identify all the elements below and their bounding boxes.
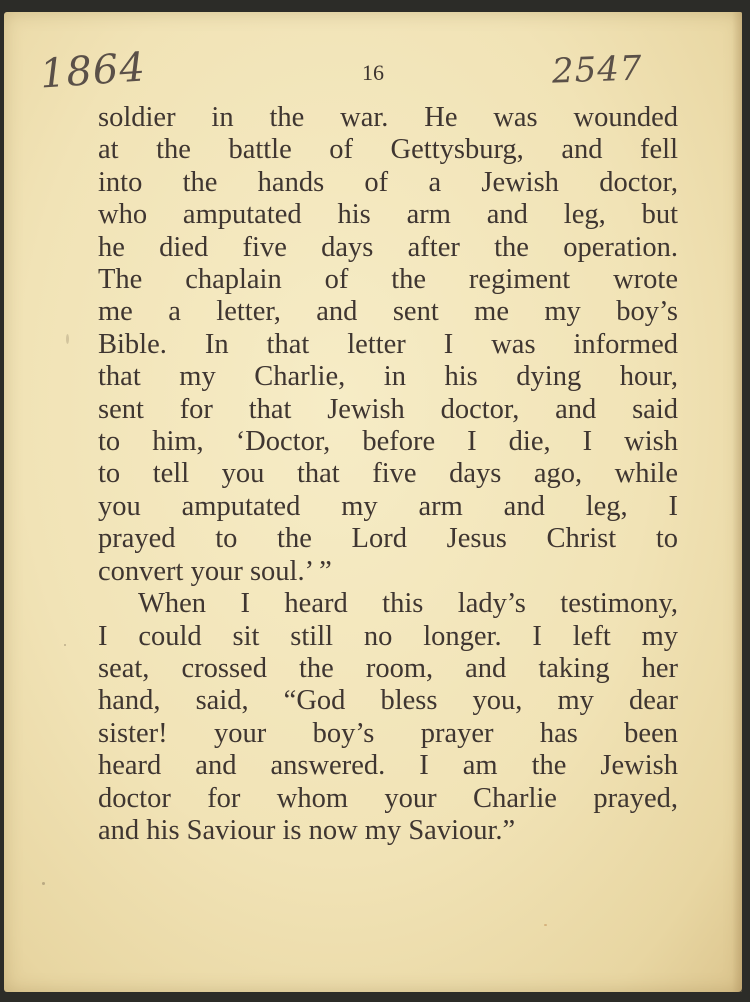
text-line: doctor for whom your Charlie prayed, <box>98 782 678 814</box>
text-line: that my Charlie, in his dying hour, <box>98 361 678 393</box>
handwritten-catalog-number: 2547 <box>551 48 644 92</box>
paper-speck <box>66 334 69 344</box>
text-line: hand, said, “God bless you, my dear <box>98 685 678 717</box>
paper-speck <box>64 644 66 646</box>
text-line: and his Saviour is now my Saviour.” <box>98 814 516 846</box>
text-line: The chaplain of the regiment wrote <box>98 264 678 296</box>
text-line: into the hands of a Jewish doctor, <box>98 166 678 198</box>
handwritten-year: 1864 <box>38 44 148 98</box>
paper-page <box>4 12 742 992</box>
text-line: at the battle of Gettysburg, and fell <box>98 134 678 166</box>
text-line: you amputated my arm and leg, I <box>98 490 678 522</box>
text-line: sent for that Jewish doctor, and said <box>98 393 678 425</box>
text-line: sister! your boy’s prayer has been <box>98 717 678 749</box>
text-line: I could sit still no longer. I left my <box>98 620 678 652</box>
paper-speck <box>42 882 45 885</box>
body-text <box>98 102 678 847</box>
page-edge-shadow <box>732 12 742 992</box>
text-line: to tell you that five days ago, while <box>98 458 678 490</box>
text-line: to him, ‘Doctor, before I die, I wish <box>98 426 678 458</box>
text-line: prayed to the Lord Jesus Christ to <box>98 523 678 555</box>
text-line: Bible. In that letter I was informed <box>98 328 678 360</box>
paper-speck <box>544 924 547 926</box>
paragraph-1 <box>98 102 678 588</box>
text-line: soldier in the war. He was wounded <box>98 102 678 133</box>
page-number: 16 <box>362 60 384 85</box>
text-line: heard and answered. I am the Jewish <box>98 750 678 782</box>
text-line: convert your soul.’ ” <box>98 555 332 587</box>
paragraph-2 <box>98 588 678 847</box>
text-line: When I heard this lady’s testimony, <box>138 588 678 620</box>
text-line: seat, crossed the room, and taking her <box>98 652 678 684</box>
text-line: who amputated his arm and leg, but <box>98 199 678 231</box>
text-line: me a letter, and sent me my boy’s <box>98 296 678 328</box>
text-line: he died five days after the operation. <box>98 231 678 263</box>
